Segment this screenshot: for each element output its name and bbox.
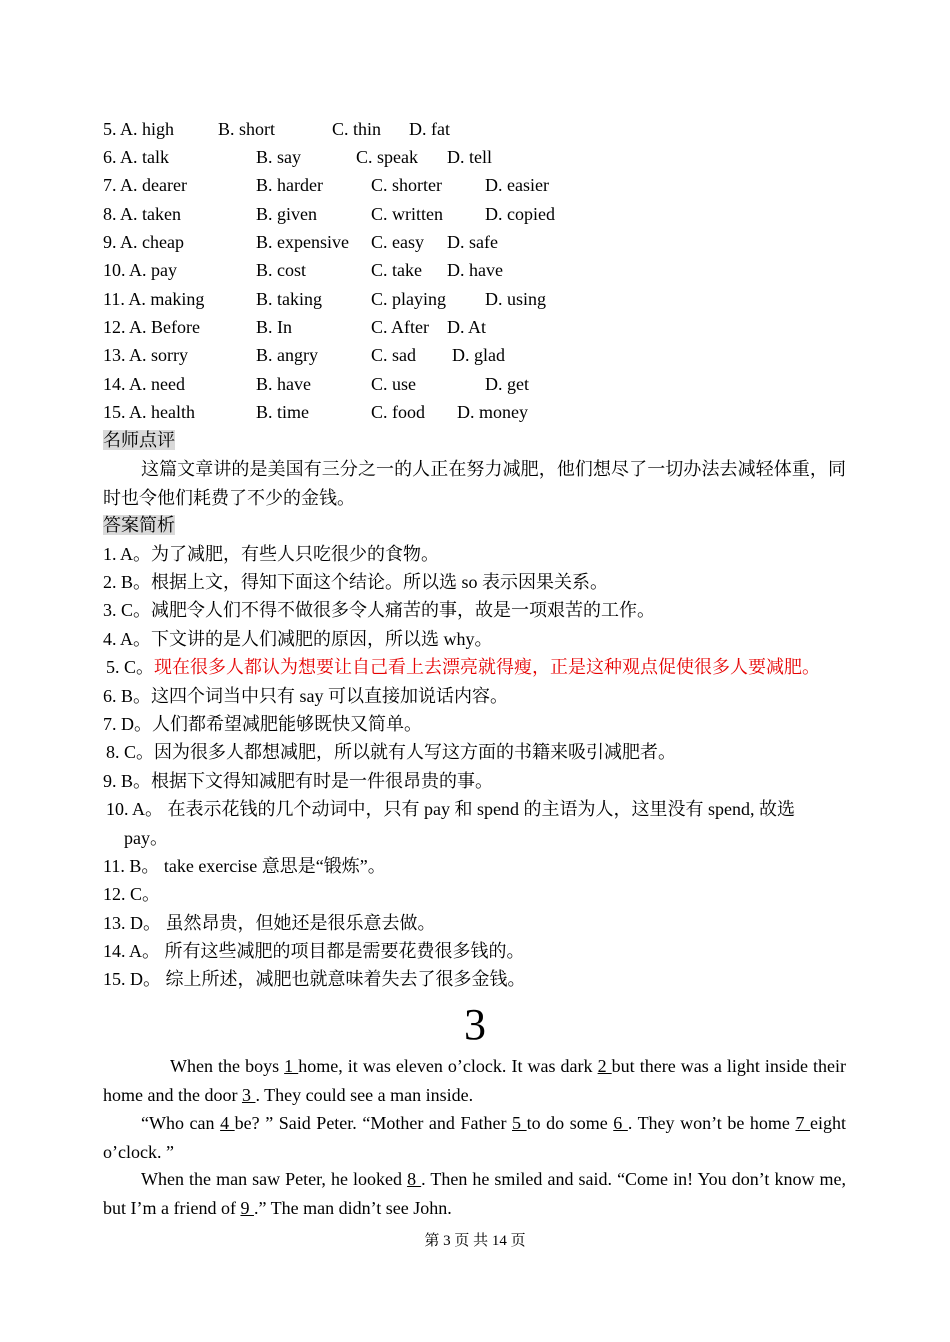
- passage-text: “Who can: [141, 1113, 221, 1133]
- option-row-5: [103, 115, 803, 143]
- passage-text: . They won’t be home: [627, 1113, 796, 1133]
- answer-12: 12. C。: [103, 884, 161, 904]
- option-a: 5. A. high: [103, 119, 175, 139]
- option-b: B. In: [256, 317, 292, 337]
- answer-3: 3. C。减肥令人们不得不做很多令人痛苦的事，故是一项艰苦的工作。: [103, 600, 656, 620]
- option-c: C. speak: [356, 147, 418, 167]
- option-d: D. At: [447, 317, 487, 337]
- review-text: 这篇文章讲的是美国有三分之一的人正在努力减肥，他们想尽了一切办法去减轻体重，同时也令他们耗费了不少的金钱。: [103, 459, 846, 508]
- page-footer: 第 3 页 共 14 页: [424, 1233, 526, 1249]
- option-d: D. fat: [409, 119, 450, 139]
- option-row-9: [103, 228, 803, 256]
- answer-5-label: 5. C。: [106, 657, 155, 677]
- passage-text: . Then he smiled and said. “Come in! You don’t know me, but I’m a friend of: [103, 1169, 846, 1218]
- answer-9: 9. B。根据下文得知减肥有时是一件很昂贵的事。: [103, 771, 494, 791]
- option-c: C. shorter: [371, 175, 442, 195]
- option-d: D. using: [485, 289, 547, 309]
- answer-6: 6. B。这四个词当中只有 say 可以直接加说话内容。: [103, 686, 508, 706]
- option-a: 6. A. talk: [103, 147, 169, 167]
- option-b: B. cost: [256, 260, 307, 280]
- option-row-7: [103, 171, 803, 199]
- option-b: B. given: [256, 204, 317, 224]
- blank-6: 6: [613, 1113, 628, 1133]
- option-d: D. money: [457, 402, 528, 422]
- option-row-10: [103, 256, 803, 284]
- option-c: C. food: [371, 402, 425, 422]
- passage-text: but there was a light inside their home and the door: [103, 1056, 846, 1105]
- option-b: B. expensive: [256, 232, 349, 252]
- passage-text: eight o’clock. ”: [103, 1113, 847, 1162]
- passage-text: home, it was eleven o’clock. It was dark: [298, 1056, 598, 1076]
- option-d: D. easier: [485, 175, 549, 195]
- blank-9: 9: [240, 1197, 254, 1218]
- answers-heading: 答案简析: [103, 515, 175, 535]
- answer-5-highlight: 现在很多人都认为想要让自己看上去漂亮就得瘦，正是这种观点促使很多人要减肥。: [154, 657, 821, 677]
- option-b: B. harder: [256, 175, 323, 195]
- option-b: B. angry: [256, 345, 318, 365]
- option-row-6: [103, 143, 803, 171]
- option-a: 7. A. dearer: [103, 175, 187, 195]
- option-d: D. have: [447, 260, 503, 280]
- passage-paragraph-1: [103, 1052, 846, 1109]
- option-c: C. take: [371, 260, 422, 280]
- option-c: C. After: [371, 317, 429, 337]
- answer-4: 4. A。下文讲的是人们减肥的原因，所以选 why。: [103, 629, 493, 649]
- option-row-15: [103, 398, 803, 426]
- option-a: 10. A. pay: [103, 260, 177, 280]
- blank-5: 5: [512, 1113, 527, 1133]
- passage-text: be? ” Said Peter. “Mother and Father: [234, 1113, 513, 1133]
- option-b: B. time: [256, 402, 309, 422]
- blank-8: 8: [407, 1169, 422, 1189]
- blank-2: 2: [597, 1056, 612, 1076]
- blank-7: 7: [795, 1113, 811, 1133]
- blank-4: 4: [220, 1113, 235, 1133]
- option-row-14: [103, 370, 803, 398]
- passage-text: When the man saw Peter, he looked: [141, 1169, 408, 1189]
- option-row-11: [103, 285, 803, 313]
- answer-5: [106, 653, 820, 681]
- option-a: 8. A. taken: [103, 204, 181, 224]
- answer-10: 10. A。 在表示花钱的几个动词中，只有 pay 和 spend 的主语为人，这里没有 spend, 故选: [106, 799, 795, 819]
- option-b: B. say: [256, 147, 301, 167]
- passage-text: .” The man didn’t see John.: [253, 1197, 452, 1218]
- option-a: 14. A. need: [103, 374, 185, 394]
- option-a: 11. A. making: [103, 289, 205, 309]
- answer-14: 14. A。 所有这些减肥的项目都是需要花费很多钱的。: [103, 941, 525, 961]
- option-c: C. written: [371, 204, 443, 224]
- blank-3: 3: [241, 1084, 256, 1105]
- passage-text: . They could see a man inside.: [255, 1084, 474, 1105]
- answers-heading-line: [103, 511, 175, 539]
- section-number: 3: [464, 1000, 486, 1049]
- option-b: B. short: [218, 119, 276, 139]
- review-heading: 名师点评: [103, 430, 175, 450]
- answer-7: 7. D。人们都希望减肥能够既快又简单。: [103, 714, 422, 734]
- option-a: 15. A. health: [103, 402, 195, 422]
- option-a: 12. A. Before: [103, 317, 200, 337]
- option-d: D. safe: [447, 232, 498, 252]
- option-a: 13. A. sorry: [103, 345, 188, 365]
- review-heading-line: [103, 426, 175, 454]
- option-row-12: [103, 313, 803, 341]
- passage-text: to do some: [526, 1113, 614, 1133]
- passage-paragraph-3: [103, 1165, 846, 1222]
- option-d: D. get: [485, 374, 529, 394]
- answer-11: 11. B。 take exercise 意思是“锻炼”。: [103, 856, 386, 876]
- option-b: B. taking: [256, 289, 322, 309]
- answer-15: 15. D。 综上所述，减肥也就意味着失去了很多金钱。: [103, 969, 526, 989]
- option-d: D. tell: [447, 147, 492, 167]
- option-c: C. easy: [371, 232, 424, 252]
- option-c: C. sad: [371, 345, 416, 365]
- option-a: 9. A. cheap: [103, 232, 184, 252]
- answer-8: 8. C。因为很多人都想减肥，所以就有人写这方面的书籍来吸引减肥者。: [106, 742, 677, 762]
- option-c: C. thin: [332, 119, 382, 139]
- answer-10-cont: pay。: [124, 828, 168, 848]
- answer-13: 13. D。 虽然昂贵，但她还是很乐意去做。: [103, 913, 436, 933]
- option-c: C. use: [371, 374, 416, 394]
- blank-1: 1: [284, 1056, 299, 1076]
- passage-text: When the boys: [170, 1056, 285, 1076]
- option-d: D. glad: [452, 345, 505, 365]
- option-c: C. playing: [371, 289, 446, 309]
- option-b: B. have: [256, 374, 311, 394]
- option-row-8: [103, 200, 803, 228]
- answer-2: 2. B。根据上文，得知下面这个结论。所以选 so 表示因果关系。: [103, 572, 609, 592]
- option-d: D. copied: [485, 204, 555, 224]
- passage-paragraph-2: [103, 1109, 846, 1166]
- answer-1: 1. A。为了减肥，有些人只吃很少的食物。: [103, 544, 440, 564]
- option-row-13: [103, 341, 803, 369]
